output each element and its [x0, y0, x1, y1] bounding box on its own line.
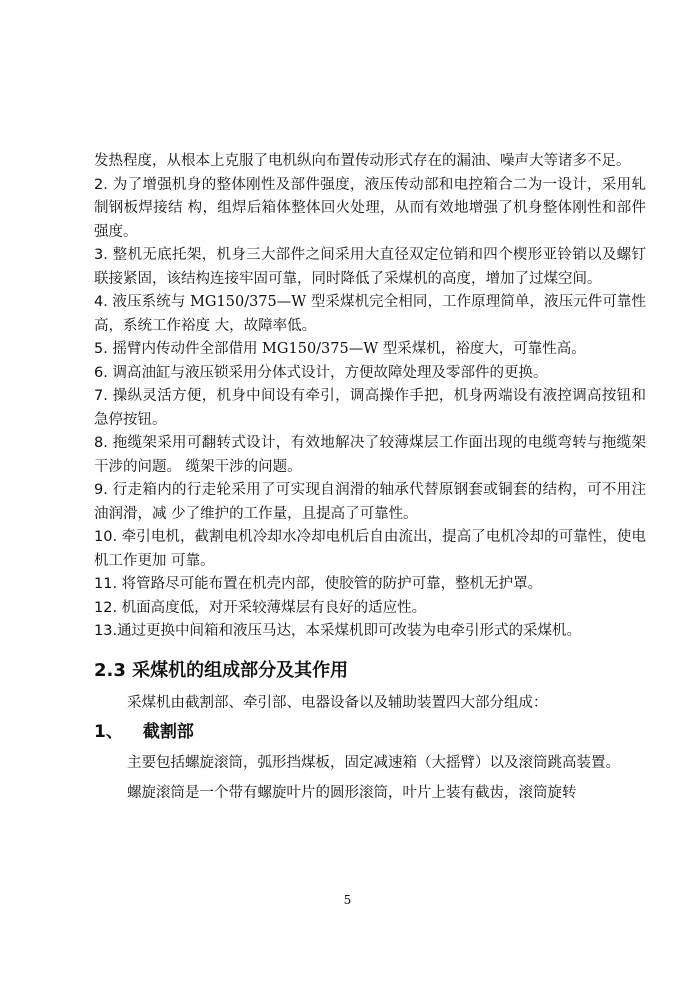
list-item-number: 12.	[94, 599, 118, 616]
subsection-heading	[94, 720, 646, 744]
list-item-number: 11.	[94, 576, 118, 592]
list-item	[94, 291, 646, 338]
list-item-text: 行走箱内的行走轮采用了可实现自润滑的轴承代替原钢套或铜套的结构，可不用注油润滑，减 少了维护的工作量，且提高了可靠性。	[94, 482, 646, 522]
list-item	[94, 479, 646, 526]
list-item-text: 拖缆架采用可翻转式设计，有效地解决了较薄煤层工作面出现的电缆弯转与拖缆架干涉的问题。 缆架干涉的问题。	[94, 435, 646, 475]
list-item	[94, 573, 646, 597]
list-item-text: 为了增强机身的整体刚性及部件强度，液压传动部和电控箱合二为一设计，采用轧制钢板焊接结 构，组焊后箱体整体回火处理，从而有效地增强了机身整体刚性和部件强度。	[94, 176, 646, 240]
list-item	[94, 385, 646, 432]
list-item-text: 液压系统与 MG150/375—W 型采煤机完全相同，工作原理简单，液压元件可靠性高，系统工作裕度 大，故障率低。	[94, 294, 646, 334]
list-item-text: 将管路尽可能布置在机壳内部，使胶管的防护可靠，整机无护罩。	[117, 576, 543, 592]
list-item	[94, 362, 646, 386]
list-item	[94, 432, 646, 479]
list-item	[94, 174, 646, 245]
page-number: 5	[343, 893, 352, 907]
list-item-number: 3.	[94, 247, 108, 263]
list-item	[94, 526, 646, 573]
list-item-number: 4.	[94, 294, 108, 310]
list-item-number: 13.	[94, 623, 118, 639]
feature-list	[94, 174, 646, 644]
section-heading: 2.3 采煤机的组成部分及其作用	[94, 659, 349, 681]
list-item-number: 9.	[94, 482, 108, 498]
list-item	[94, 338, 646, 362]
subsection-paragraph: 主要包括螺旋滚筒，弧形挡煤板，固定减速箱（大摇臂）以及滚筒跳高装置。	[127, 754, 620, 771]
list-item-text: 牵引电机，截割电机冷却水冷却电机后自由流出，提高了电机冷却的可靠性，使电机工作更加 可靠。	[94, 529, 646, 569]
list-item-number: 7.	[94, 388, 108, 404]
list-item-number: 5.	[94, 341, 108, 357]
list-item-number: 6.	[94, 364, 108, 381]
list-item-number: 8.	[94, 435, 108, 451]
list-intro: 发热程度，从根本上克服了电机纵向布置传动形式存在的漏油、噪声大等诸多不足。	[94, 153, 631, 169]
list-item-text: 操纵灵活方便，机身中间设有牵引，调高操作手把，机身两端设有液控调高按钮和急停按钮。	[94, 388, 646, 428]
list-item-text: 通过更换中间箱和液压马达，本采煤机即可改装为电牵引形式的采煤机。	[117, 623, 582, 639]
subsection-number: 1、	[94, 721, 123, 742]
subsection-title: 截割部	[142, 721, 194, 742]
list-item-text: 机面高度低，对开采较薄煤层有良好的适应性。	[117, 599, 427, 616]
section-intro: 采煤机由截割部、牵引部、电器设备以及辅助装置四大部分组成：	[127, 694, 548, 711]
list-item-text: 整机无底托架，机身三大部件之间采用大直径双定位销和四个楔形亚铃销以及螺钉联接紧固，该结构连接牢固可靠，同时降低了采煤机的高度，增加了过煤空间。	[94, 247, 646, 287]
page-body	[94, 150, 646, 808]
list-item	[94, 620, 646, 644]
list-item-number: 2.	[94, 176, 108, 193]
subsection-paragraph: 螺旋滚筒是一个带有螺旋叶片的圆形滚筒，叶片上装有截齿，滚筒旋转	[127, 784, 577, 801]
list-item-number: 10.	[94, 529, 118, 545]
list-item	[94, 597, 646, 621]
list-item-text: 调高油缸与液压锁采用分体式设计，方便故障处理及零部件的更换。	[107, 364, 548, 381]
list-item-text: 摇臂内传动件全部借用 MG150/375—W 型采煤机，裕度大，可靠性高。	[107, 341, 586, 357]
list-item	[94, 244, 646, 291]
